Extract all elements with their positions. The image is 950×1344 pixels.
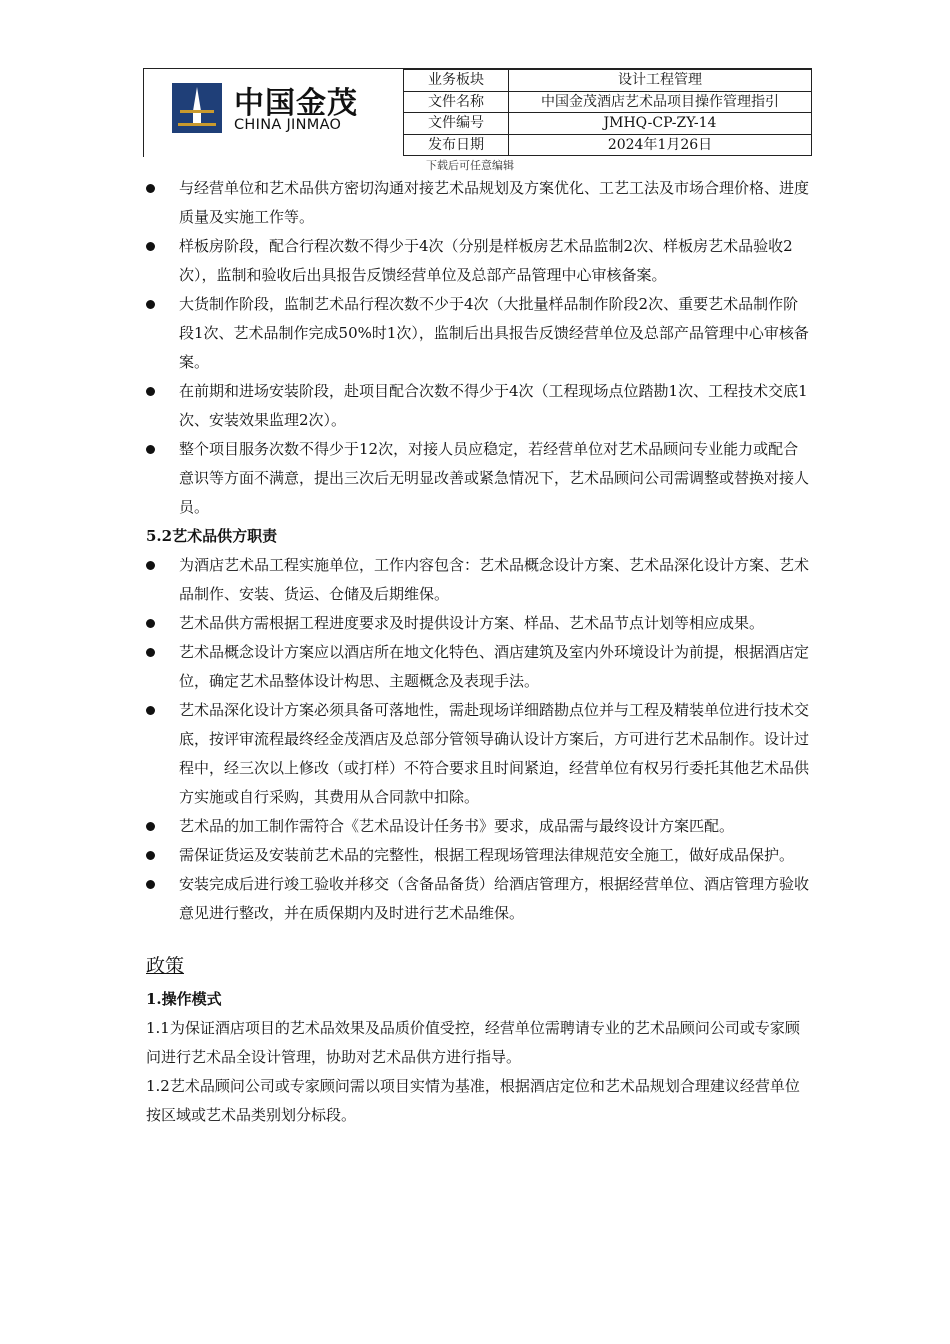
list-item-text: 安装完成后进行竣工验收并移交（含备品备货）给酒店管理方，根据经营单位、酒店管理方验收意见进行整改，并在质保期内及时进行艺术品维保。	[179, 875, 810, 922]
list-item	[146, 290, 810, 377]
list-item	[146, 812, 810, 841]
list-item	[146, 696, 810, 812]
meta-value: JMHQ-CP-ZY-14	[509, 113, 812, 135]
logo-cell	[144, 69, 404, 156]
list-item-text: 艺术品供方需根据工程进度要求及时提供设计方案、样品、艺术品节点计划等相应成果。	[179, 614, 765, 632]
list-item-text: 大货制作阶段，监制艺术品行程次数不少于4次（大批量样品制作阶段2次、重要艺术品制作阶段1次、艺术品制作完成50%时1次），监制后出具报告反馈经营单位及总部产品管理中心审核备案。	[179, 295, 809, 371]
bullet-dot-icon	[146, 445, 155, 454]
bullet-dot-icon	[146, 184, 155, 193]
list-item	[146, 870, 810, 928]
paragraph-1-1: 1.1为保证酒店项目的艺术品效果及品质价值受控，经营单位需聘请专业的艺术品顾问公司或专家顾问进行艺术品全设计管理，协助对艺术品供方进行指导。	[146, 1019, 800, 1066]
meta-value: 设计工程管理	[509, 70, 812, 92]
document-body	[146, 174, 810, 1130]
bullet-dot-icon	[146, 300, 155, 309]
list-item-text: 整个项目服务次数不得少于12次，对接人员应稳定，若经营单位对艺术品顾问专业能力或配合意识等方面不满意，提出三次后无明显改善或紧急情况下，艺术品顾问公司需调整或替换对接人员。	[179, 440, 810, 516]
bullet-dot-icon	[146, 387, 155, 396]
document-header	[143, 68, 812, 157]
bullet-dot-icon	[146, 242, 155, 251]
bullet-dot-icon	[146, 706, 155, 715]
list-item	[146, 435, 810, 522]
meta-row	[404, 113, 812, 135]
bullet-dot-icon	[146, 561, 155, 570]
china-jinmao-logo-icon	[172, 83, 222, 133]
bullet-dot-icon	[146, 880, 155, 889]
bullet-dot-icon	[146, 619, 155, 628]
meta-label: 文件名称	[404, 91, 509, 113]
meta-label: 业务板块	[404, 70, 509, 92]
list-item	[146, 377, 810, 435]
bullet-dot-icon	[146, 648, 155, 657]
section-heading-5-2: 5.2艺术品供方职责	[146, 527, 278, 545]
list-item	[146, 232, 810, 290]
list-item-text: 艺术品概念设计方案应以酒店所在地文化特色、酒店建筑及室内外环境设计为前提，根据酒店定位，确定艺术品整体设计构思、主题概念及表现手法。	[179, 643, 810, 690]
download-watermark: 下载后可任意编辑	[426, 159, 514, 172]
logo-english-text: CHINA JINMAO	[234, 117, 342, 133]
logo-chinese-text: 中国金茂	[234, 86, 358, 121]
bullet-dot-icon	[146, 851, 155, 860]
meta-row	[404, 134, 812, 156]
list-item-text: 在前期和进场安装阶段，赴项目配合次数不得少于4次（工程现场点位踏勘1次、工程技术交底1次、安装效果监理2次）。	[179, 382, 808, 429]
list-item-text: 为酒店艺术品工程实施单位，工作内容包含：艺术品概念设计方案、艺术品深化设计方案、艺术品制作、安装、货运、仓储及后期维保。	[179, 556, 810, 603]
meta-value: 2024年1月26日	[509, 134, 812, 156]
document-meta-table	[403, 69, 812, 156]
list-item-text: 艺术品的加工制作需符合《艺术品设计任务书》要求，成品需与最终设计方案匹配。	[179, 817, 735, 835]
paragraph-1-2: 1.2艺术品顾问公司或专家顾问需以项目实情为基准，根据酒店定位和艺术品规划合理建议经营单位按区域或艺术品类别划分标段。	[146, 1077, 800, 1124]
meta-value: 中国金茂酒店艺术品项目操作管理指引	[509, 91, 812, 113]
meta-row	[404, 91, 812, 113]
list-item-text: 与经营单位和艺术品供方密切沟通对接艺术品规划及方案优化、工艺工法及市场合理价格、进度质量及实施工作等。	[179, 179, 810, 226]
list-item-text: 样板房阶段，配合行程次数不得少于4次（分别是样板房艺术品监制2次、样板房艺术品验收2次），监制和验收后出具报告反馈经营单位及总部产品管理中心审核备案。	[179, 237, 793, 284]
list-item-text: 需保证货运及安装前艺术品的完整性，根据工程现场管理法律规范安全施工，做好成品保护。	[179, 846, 795, 864]
list-item	[146, 174, 810, 232]
policy-title: 政策	[146, 955, 185, 977]
list-item-text: 艺术品深化设计方案必须具备可落地性，需赴现场详细踏勘点位并与工程及精装单位进行技术交底，按评审流程最终经金茂酒店及总部分管领导确认设计方案后，方可进行艺术品制作。设计过程中，经三次以上修改（或打样）不符合要求且时间紧迫，经营单位有权另行委托其他艺术品供方实施或自行采购，其费用从合同款中扣除。	[179, 701, 810, 806]
meta-label: 文件编号	[404, 113, 509, 135]
list-item	[146, 638, 810, 696]
bullet-dot-icon	[146, 822, 155, 831]
meta-label: 发布日期	[404, 134, 509, 156]
list-item	[146, 841, 810, 870]
list-item	[146, 551, 810, 609]
list-item	[146, 609, 810, 638]
meta-row	[404, 70, 812, 92]
section-heading-1: 1.操作模式	[146, 990, 222, 1008]
